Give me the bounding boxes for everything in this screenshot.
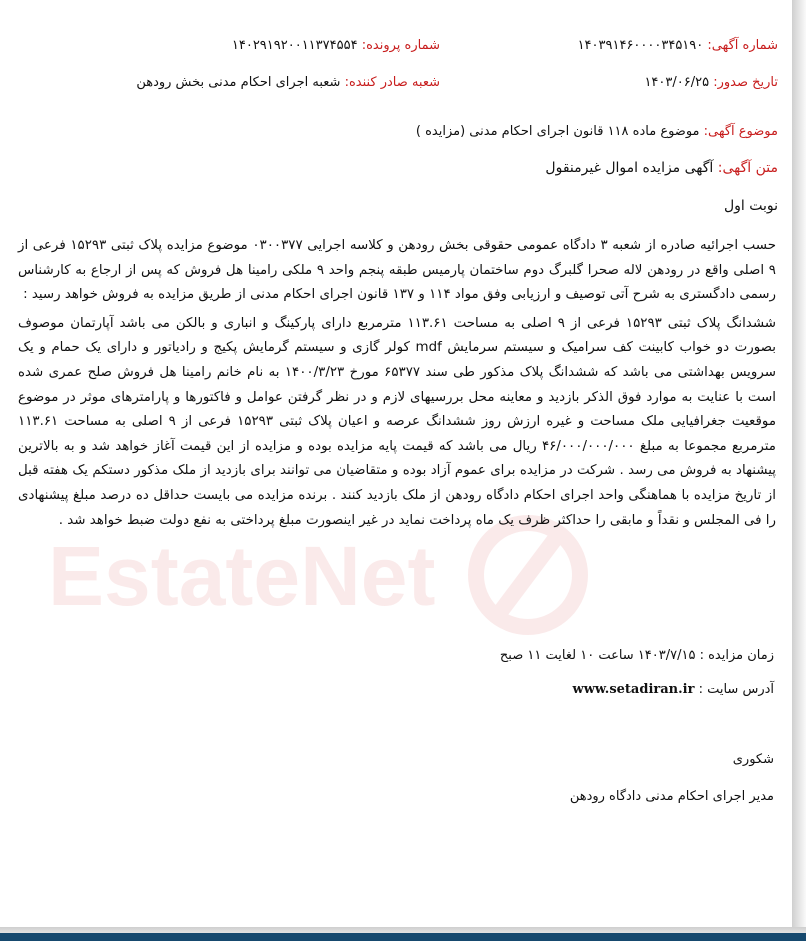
- signature-title: مدیر اجرای احکام مدنی دادگاه رودهن: [569, 789, 774, 804]
- issuer-label: شعبه صادر کننده:: [344, 75, 440, 90]
- ad-number-row: [578, 36, 778, 56]
- issue-date-label: تاریخ صدور:: [713, 75, 778, 90]
- site-row: [573, 682, 774, 697]
- site-link[interactable]: www.setadiran.ir: [572, 682, 695, 697]
- subject-row: [416, 122, 778, 142]
- ad-text-value: آگهی مزایده اموال غیرمنقول: [545, 160, 714, 176]
- issue-date-row: [644, 73, 778, 93]
- bottom-bar: [0, 933, 806, 941]
- watermark-text: EstateNet: [48, 529, 436, 623]
- ad-number-value: ۱۴۰۳۹۱۴۶۰۰۰۰۳۴۵۱۹۰: [577, 38, 704, 53]
- signature-name: شکوری: [732, 752, 774, 767]
- case-number-value: ۱۴۰۲۹۱۹۲۰۰۱۱۳۷۴۵۵۴: [231, 38, 358, 53]
- round-label: نوبت اول: [723, 198, 778, 214]
- issuer-value: شعبه اجرای احکام مدنی بخش رودهن: [136, 75, 341, 90]
- subject-label: موضوع آگهی:: [703, 124, 778, 139]
- ad-number-label: شماره آگهی:: [707, 38, 778, 53]
- body-paragraph-2: ششدانگ پلاک ثبتی ۱۵۲۹۳ فرعی از ۹ اصلی به مساحت ۱۱۳.۶۱ مترمربع دارای پارکینگ و انباری و بالکن می باشد آپارتمان موصوف بصورت دو خواب کابینت کف سرامیک و سیستم سرمایش mdf کولر گازی و سیستم گرمایش پکیج و رادیاتور و دارای یک حمام و یک سرویس بهداشتی می باشد که ششدانگ پلاک مذکور طی سند ۶۵۳۷۷ مورخ ۱۴۰۰/۳/۲۳ به نام خانم رامینا هل فروش صلح عمری شده است با عنایت به موارد فوق الذکر بازدید و معاینه محل بررسیهای لازم و در نظر گرفتن عوامل و فاکتورها و پارامترهای موثر در موضوع موقعیت جغرافیایی ملک مساحت و غیره ارزش روز ششدانگ عرصه و اعیان پلاک ثبتی ۱۵۲۹۳ فرعی از ۹ اصلی به مساحت ۱۱۳.۶۱ مترمربع مجموعا به مبلغ ۴۶/۰۰۰/۰۰۰/۰۰۰ ریال می باشد که قیمت پایه مزایده بوده و مزایده از این قیمت آغاز خواهد شد و به بالاترین پیشنهاد به فروش می رسد . شرکت در مزایده برای عموم آزاد بوده و متقاضیان می توانند برای بازدید از ملک مذکور دستکم یک هفته قبل از تاریخ مزایده با هماهنگی واحد اجرای احکام دادگاه رودهن از ملک بازدید کنند . برنده مزایده می بایست حداقل ده درصد مبلغ پیشنهادی را فی المجلس و نقداً و مابقی را حداکثر ظرف یک ماه پرداخت نماید در غیر اینصورت مبلغ پرداختی به نفع دولت ضبط خواهد شد .: [18, 315, 776, 528]
- notice-body: [18, 234, 776, 533]
- body-paragraph-1: حسب اجرائیه صادره از شعبه ۳ دادگاه عمومی حقوقی بخش رودهن و کلاسه اجرایی ۰۳۰۰۳۷۷ موضوع مزایده پلاک ثبتی ۱۵۲۹۳ فرعی از ۹ اصلی واقع در رودهن لاله صحرا گلبرگ دوم ساختمان پارمیس طبقه پنجم واحد ۹ ملکی رامینا هل فروش که پس از ارجاع به کارشناس رسمی دادگستری به شرح آتی توصیف و ارزیابی وفق مواد ۱۱۴ و ۱۳۷ قانون اجرای احکام مدنی از طریق مزایده به فروش خواهد رسید :: [18, 238, 777, 303]
- issue-date-value: ۱۴۰۳/۰۶/۲۵: [644, 75, 710, 90]
- case-number-row: [232, 36, 440, 56]
- issuer-row: [136, 73, 440, 93]
- subject-value: موضوع ماده ۱۱۸ قانون اجرای احکام مدنی (مزایده ): [415, 124, 700, 139]
- page-shadow-right: [792, 0, 806, 941]
- ad-text-row: [545, 158, 778, 178]
- ad-text-label: متن آگهی:: [717, 160, 778, 176]
- auction-time: زمان مزایده : ۱۴۰۳/۷/۱۵ ساعت ۱۰ لغایت ۱۱ صبح: [499, 648, 774, 663]
- site-label: آدرس سایت :: [698, 682, 774, 697]
- case-number-label: شماره پرونده:: [361, 38, 440, 53]
